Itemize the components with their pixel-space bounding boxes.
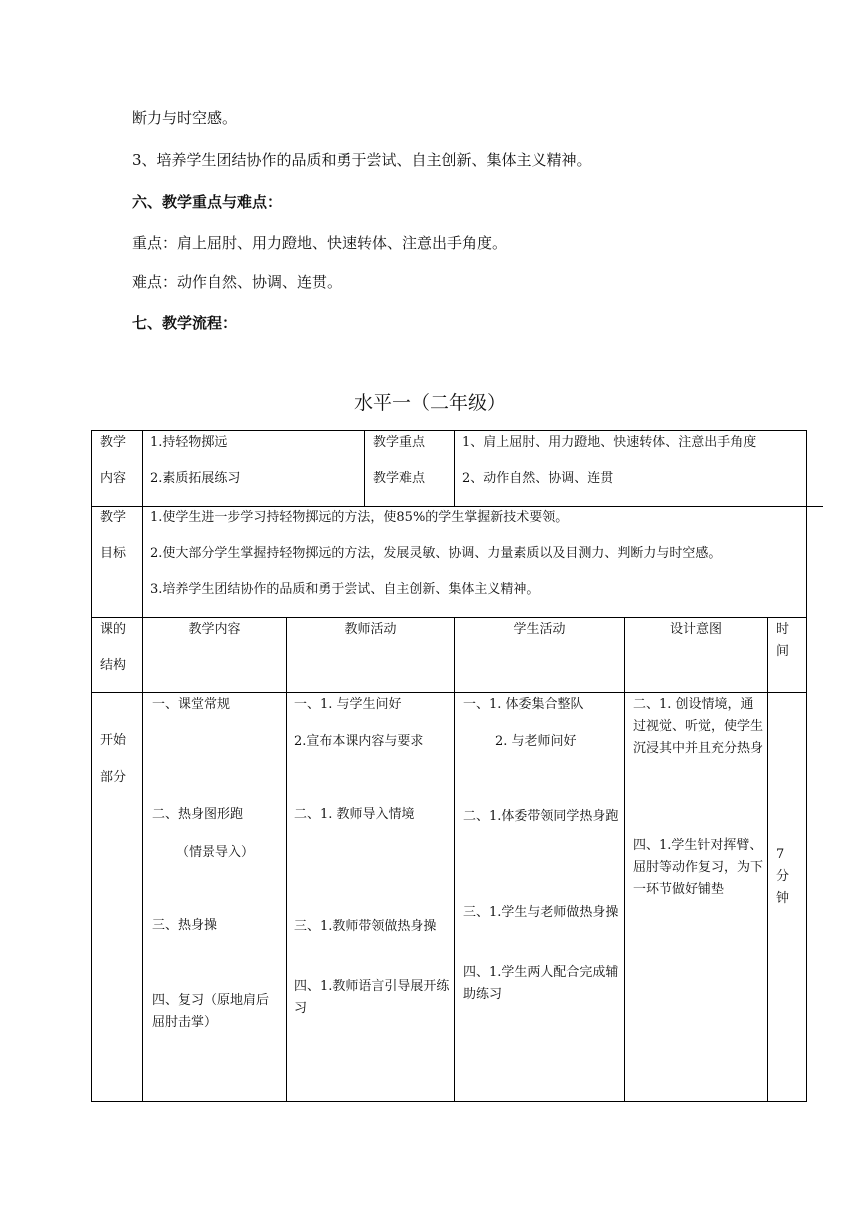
teacher-activity-1: 一、1. 与学生问好 xyxy=(294,697,402,712)
part-label-line1: 开始 xyxy=(100,733,127,748)
difficulty-text: 难点：动作自然、协调、连贯。 xyxy=(132,273,343,291)
goal-label-line1: 教学 xyxy=(100,510,127,525)
teacher-activity-3: 二、1. 教师导入情境 xyxy=(294,807,415,822)
section-7-heading: 七、教学流程： xyxy=(132,314,238,332)
header-student: 学生活动 xyxy=(513,622,566,637)
content-review: 四、复习（原地肩后屈肘击掌） xyxy=(152,993,270,1030)
header-time-line2: 间 xyxy=(776,644,790,659)
goal-item-1: 1.使学生进一步学习持轻物掷远的方法，使85%的学生掌握新技术要领。 xyxy=(150,510,569,525)
difficulty-value: 2、动作自然、协调、连贯 xyxy=(462,471,614,486)
content-warmup-run-note: （情景导入） xyxy=(176,845,255,860)
student-activity-4: 三、1.学生与老师做热身操 xyxy=(463,905,619,920)
goal-item-2: 2.使大部分学生掌握持轻物掷远的方法，发展灵敏、协调、力量素质以及目测力、判断力与时空感。 xyxy=(150,546,722,561)
header-design: 设计意图 xyxy=(669,622,722,637)
content-item-1: 1.持轻物掷远 xyxy=(150,435,228,450)
design-intent-1: 二、1. 创设情境，通过视觉、听觉，使学生沉浸其中并且充分热身 xyxy=(633,697,764,756)
difficulty-label: 教学难点 xyxy=(373,471,426,486)
section-6-heading: 六、教学重点与难点： xyxy=(132,193,283,211)
part-label-line2: 部分 xyxy=(100,770,127,785)
design-intent-2: 四、1.学生针对挥臂、屈肘等动作复习，为下一环节做好铺垫 xyxy=(633,838,764,897)
teacher-activity-4: 三、1.教师带领做热身操 xyxy=(294,919,437,934)
header-structure-line2: 结构 xyxy=(100,658,127,673)
content-warmup-exercise: 三、热身操 xyxy=(152,918,218,933)
student-activity-3: 二、1.体委带领同学热身跑 xyxy=(463,809,619,824)
content-item-2: 2.素质拓展练习 xyxy=(150,471,241,486)
header-content: 教学内容 xyxy=(188,622,241,637)
time-value: 7分钟 xyxy=(776,847,790,906)
objective-item-3: 3、培养学生团结协作的品质和勇于尝试、自主创新、集体主义精神。 xyxy=(132,151,592,169)
content-label-line2: 内容 xyxy=(100,471,127,486)
header-structure-line1: 课的 xyxy=(100,622,127,637)
content-warmup-run: 二、热身图形跑 xyxy=(152,807,244,822)
student-activity-1: 一、1. 体委集合整队 xyxy=(463,697,584,712)
header-time-line1: 时 xyxy=(776,622,790,637)
key-point-text: 重点：肩上屈肘、用力蹬地、快速转体、注意出手角度。 xyxy=(132,234,508,252)
key-value: 1、肩上屈肘、用力蹬地、快速转体、注意出手角度 xyxy=(462,435,757,450)
header-teacher: 教师活动 xyxy=(344,622,397,637)
student-activity-2: 2. 与老师问好 xyxy=(495,734,577,749)
content-routine: 一、课堂常规 xyxy=(152,697,231,712)
goal-label-line2: 目标 xyxy=(100,546,127,561)
teacher-activity-5: 四、1.教师语言引导展开练习 xyxy=(294,979,450,1016)
key-label: 教学重点 xyxy=(373,435,426,450)
paragraph-continuation: 断力与时空感。 xyxy=(132,109,238,127)
content-label-line1: 教学 xyxy=(100,435,127,450)
teacher-activity-2: 2.宣布本课内容与要求 xyxy=(294,734,424,749)
student-activity-5: 四、1.学生两人配合完成辅助练习 xyxy=(463,965,619,1002)
goal-item-3: 3.培养学生团结协作的品质和勇于尝试、自主创新、集体主义精神。 xyxy=(150,582,540,597)
table-title: 水平一（二年级） xyxy=(353,392,506,414)
